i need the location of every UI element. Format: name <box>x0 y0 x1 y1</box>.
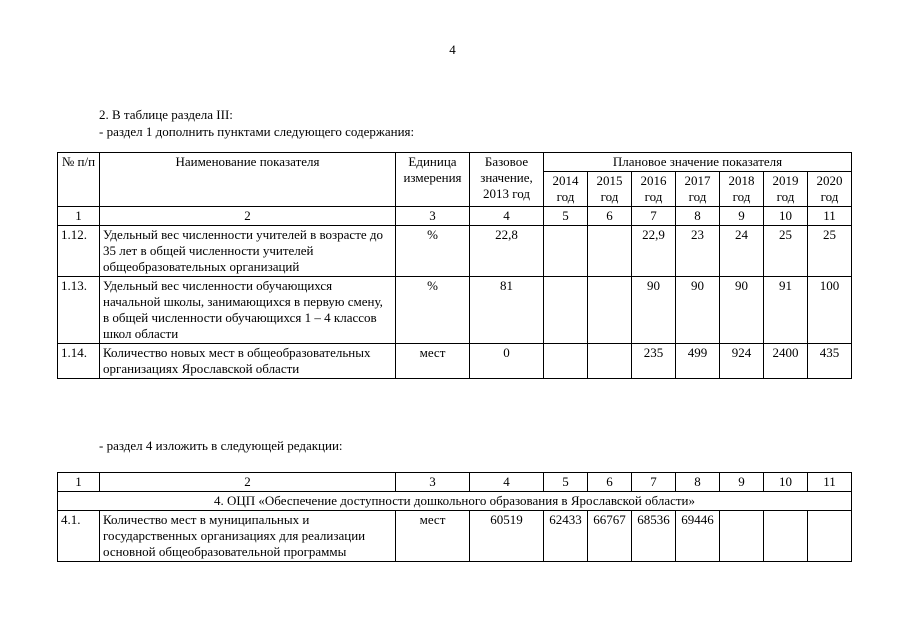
row-num: 1.13. <box>58 277 100 344</box>
column-number: 6 <box>588 207 632 226</box>
column-number: 11 <box>808 207 852 226</box>
indicators-table-section-1 <box>57 152 852 379</box>
header-year: 2019 год <box>764 172 808 207</box>
row-value <box>720 511 764 562</box>
column-number: 5 <box>544 207 588 226</box>
column-number: 2 <box>100 473 396 492</box>
row-name: Количество новых мест в общеобразовательных организациях Ярославской области <box>100 344 396 379</box>
column-numbers-row <box>58 207 852 226</box>
table-row <box>58 226 852 277</box>
row-num: 1.14. <box>58 344 100 379</box>
row-value <box>808 511 852 562</box>
row-base: 0 <box>470 344 544 379</box>
row-value <box>588 226 632 277</box>
column-number: 7 <box>632 207 676 226</box>
section-heading-row <box>58 492 852 511</box>
row-value: 90 <box>720 277 764 344</box>
column-number: 8 <box>676 207 720 226</box>
row-name: Удельный вес численности обучающихся начальной школы, занимающихся в первую смену, в общей численности обучающихся 1 – 4 классов школ области <box>100 277 396 344</box>
column-number: 8 <box>676 473 720 492</box>
row-value <box>544 277 588 344</box>
row-value: 924 <box>720 344 764 379</box>
header-year: 2014 год <box>544 172 588 207</box>
row-base: 81 <box>470 277 544 344</box>
row-value: 91 <box>764 277 808 344</box>
table-row <box>58 277 852 344</box>
column-number: 9 <box>720 473 764 492</box>
row-value <box>764 511 808 562</box>
row-value <box>588 277 632 344</box>
paragraph-section-4: - раздел 4 изложить в следующей редакции: <box>99 438 343 453</box>
row-value: 24 <box>720 226 764 277</box>
row-value: 66767 <box>588 511 632 562</box>
column-number: 3 <box>396 207 470 226</box>
section-heading: 4. ОЦП «Обеспечение доступности дошкольного образования в Ярославской области» <box>58 492 852 511</box>
row-value <box>544 226 588 277</box>
row-unit: мест <box>396 511 470 562</box>
row-unit: мест <box>396 344 470 379</box>
row-value: 435 <box>808 344 852 379</box>
header-base: Базовое значение, 2013 год <box>470 153 544 207</box>
column-number: 6 <box>588 473 632 492</box>
page-number: 4 <box>449 42 456 57</box>
row-base: 22,8 <box>470 226 544 277</box>
row-value: 25 <box>764 226 808 277</box>
row-value: 69446 <box>676 511 720 562</box>
row-unit: % <box>396 226 470 277</box>
paragraph-intro: 2. В таблице раздела III: <box>99 107 233 122</box>
column-numbers-row <box>58 473 852 492</box>
column-number: 5 <box>544 473 588 492</box>
header-planned: Плановое значение показателя <box>544 153 852 172</box>
row-name: Количество мест в муниципальных и государственных организациях для реализации основной общеобразовательной программы <box>100 511 396 562</box>
row-value: 68536 <box>632 511 676 562</box>
column-number: 4 <box>470 207 544 226</box>
table-row <box>58 511 852 562</box>
header-unit: Единица измерения <box>396 153 470 207</box>
column-number: 7 <box>632 473 676 492</box>
header-year: 2016 год <box>632 172 676 207</box>
table-row <box>58 344 852 379</box>
row-value: 25 <box>808 226 852 277</box>
header-year: 2018 год <box>720 172 764 207</box>
row-value: 499 <box>676 344 720 379</box>
column-number: 10 <box>764 207 808 226</box>
row-unit: % <box>396 277 470 344</box>
header-name: Наименование показателя <box>100 153 396 207</box>
header-year: 2017 год <box>676 172 720 207</box>
table-header-row <box>58 153 852 172</box>
column-number: 9 <box>720 207 764 226</box>
row-name: Удельный вес численности учителей в возрасте до 35 лет в общей численности учителей общеобразовательных организаций <box>100 226 396 277</box>
row-base: 60519 <box>470 511 544 562</box>
row-value: 23 <box>676 226 720 277</box>
header-year: 2015 год <box>588 172 632 207</box>
column-number: 1 <box>58 473 100 492</box>
row-value: 90 <box>676 277 720 344</box>
row-value: 90 <box>632 277 676 344</box>
row-value <box>544 344 588 379</box>
row-value <box>588 344 632 379</box>
row-value: 22,9 <box>632 226 676 277</box>
column-number: 3 <box>396 473 470 492</box>
row-value: 100 <box>808 277 852 344</box>
column-number: 11 <box>808 473 852 492</box>
column-number: 10 <box>764 473 808 492</box>
column-number: 1 <box>58 207 100 226</box>
column-number: 2 <box>100 207 396 226</box>
column-number: 4 <box>470 473 544 492</box>
paragraph-section-1: - раздел 1 дополнить пунктами следующего содержания: <box>99 124 415 139</box>
row-value: 235 <box>632 344 676 379</box>
row-value: 2400 <box>764 344 808 379</box>
row-num: 4.1. <box>58 511 100 562</box>
header-year: 2020 год <box>808 172 852 207</box>
header-num: № п/п <box>58 153 100 207</box>
indicators-table-section-4 <box>57 472 852 562</box>
row-value: 62433 <box>544 511 588 562</box>
row-num: 1.12. <box>58 226 100 277</box>
